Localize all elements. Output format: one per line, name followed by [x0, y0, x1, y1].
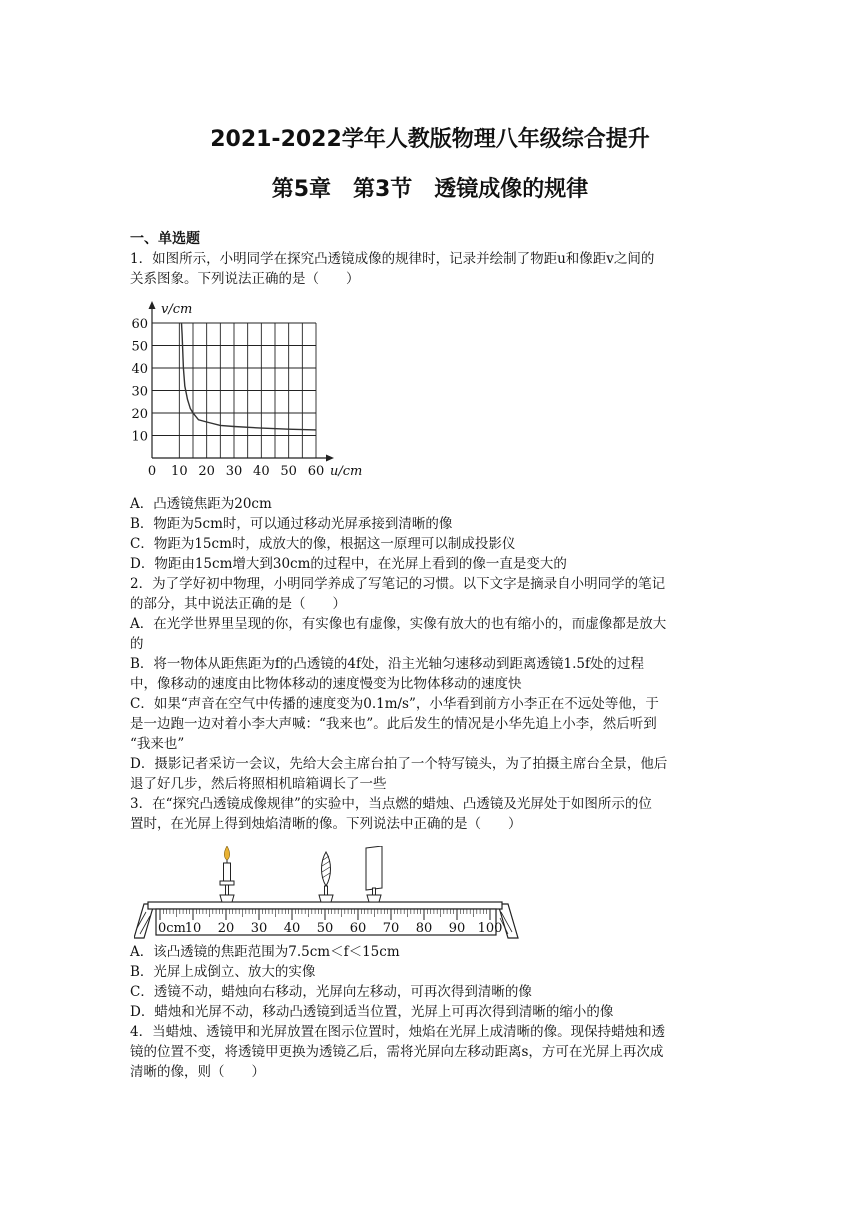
y-axis-label: v/cm [161, 302, 193, 317]
stem-line: 镜的位置不变，将透镜甲更换为透镜乙后，需将光屏向左移动距离s，方可在光屏上再次成 [130, 1044, 664, 1060]
bench-rail [148, 902, 502, 909]
x-axis-label: u/cm [330, 464, 363, 479]
option-a: A．该凸透镜的焦距范围为7.5cm＜f＜15cm [130, 944, 400, 960]
stem-line: 2．为了学好初中物理，小明同学养成了写笔记的习惯。以下文字是摘录自小明同学的笔记 [130, 576, 666, 592]
option-a: A．凸透镜焦距为20cm [130, 496, 272, 512]
option-d-cont: 退了好几步，然后将照相机暗箱调长了一些 [130, 776, 387, 792]
ruler-label: 0cm [158, 921, 186, 936]
stem-line: 1．如图所示，小明同学在探究凸透镜成像的规律时，记录并绘制了物距u和像距v之间的 [130, 251, 655, 267]
question-1-stem [130, 249, 730, 289]
option-c-cont2: “我来也” [130, 736, 185, 752]
question-2 [130, 574, 730, 794]
document-title: 2021-2022学年人教版物理八年级综合提升 [210, 127, 650, 152]
option-b: B．物距为5cm时，可以通过移动光屏承接到清晰的像 [130, 516, 453, 532]
y-tick-label: 50 [131, 339, 148, 355]
x-tick-label: 10 [171, 464, 188, 479]
x-axis-arrow [326, 455, 334, 462]
x-tick-label: 0 [147, 464, 157, 479]
ruler-label: 60 [349, 921, 367, 936]
candle [220, 846, 234, 902]
y-tick-label: 30 [131, 384, 148, 400]
stem-line: 4．当蜡烛、透镜甲和光屏放置在图示位置时，烛焰在光屏上成清晰的像。现保持蜡烛和透 [130, 1024, 666, 1040]
stem-line: 关系图象。下列说法正确的是（ ） [130, 271, 360, 287]
ruler-label: 100 [477, 921, 503, 936]
option-a-cont: 的 [130, 636, 144, 652]
y-axis-arrow [149, 301, 156, 309]
option-b: B．光屏上成倒立、放大的实像 [130, 964, 316, 980]
x-tick-label: 50 [280, 464, 297, 479]
stem-line: 置时，在光屏上得到烛焰清晰的像。下列说法中正确的是（ ） [130, 816, 522, 832]
question-3-options [130, 942, 730, 1022]
ruler-label: 30 [250, 921, 268, 936]
uv-chart [131, 301, 362, 479]
ruler-label: 40 [283, 921, 301, 936]
stem-line: 的部分，其中说法正确的是（ ） [130, 596, 346, 612]
y-tick-label: 20 [131, 407, 148, 422]
question-4 [130, 1022, 730, 1082]
stem-line: 清晰的像，则（ ） [130, 1064, 265, 1080]
ruler-label: 90 [448, 921, 466, 936]
x-tick-label: 40 [253, 464, 270, 479]
option-c: C．物距为15cm时，成放大的像，根据这一原理可以制成投影仪 [130, 536, 516, 552]
uv-graph [128, 292, 368, 484]
y-tick-label: 40 [131, 362, 148, 377]
y-tick-label: 60 [131, 317, 148, 332]
x-tick-label: 60 [307, 464, 325, 479]
option-c-cont: 是一边跑一边对着小李大声喊：“我来也”。此后发生的情况是小华先追上小李，然后听到 [130, 716, 657, 732]
question-1-options [130, 494, 730, 574]
chapter-subtitle: 第5章 第3节 透镜成像的规律 [271, 177, 589, 202]
question-3-stem [130, 794, 730, 834]
convex-lens [319, 852, 333, 902]
light-screen [366, 846, 382, 902]
optical-bench-figure [134, 846, 520, 942]
stem-line: 3．在“探究凸透镜成像规律”的实验中，当点燃的蜡烛、凸透镜及光屏处于如图所示的位 [130, 796, 652, 812]
ruler-label: 80 [415, 921, 433, 936]
option-d: D．摄影记者采访一会议，先给大会主席台拍了一个特写镜头，为了拍摄主席台全景，他后 [130, 756, 668, 772]
option-d: D．蜡烛和光屏不动，移动凸透镜到适当位置，光屏上可再次得到清晰的缩小的像 [130, 1004, 614, 1020]
uv-curve [182, 323, 317, 430]
ruler-label: 50 [316, 921, 334, 936]
option-b-cont: 中，像移动的速度由比物体移动的速度慢变为比物体移动的速度快 [130, 676, 522, 692]
x-tick-label: 20 [198, 464, 215, 479]
ruler-label: 70 [382, 921, 400, 936]
x-tick-label: 30 [225, 464, 243, 479]
section-heading: 一、单选题 [130, 231, 200, 247]
option-b: B．将一物体从距焦距为f的凸透镜的4f处，沿主光轴匀速移动到距离透镜1.5f处的过程 [130, 656, 644, 672]
y-tick-label: 10 [131, 429, 148, 445]
ruler-label: 20 [217, 921, 235, 936]
option-c: C．如果“声音在空气中传播的速度变为0.1m/s”，小华看到前方小李正在不远处等他，于 [130, 696, 659, 712]
option-a: A．在光学世界里呈现的你，有实像也有虚像，实像有放大的也有缩小的，而虚像都是放大 [130, 616, 667, 632]
option-c: C．透镜不动，蜡烛向右移动，光屏向左移动，可再次得到清晰的像 [130, 984, 532, 1000]
ruler-label: 10 [184, 921, 202, 936]
option-d: D．物距由15cm增大到30cm的过程中，在光屏上看到的像一直是变大的 [130, 556, 567, 572]
